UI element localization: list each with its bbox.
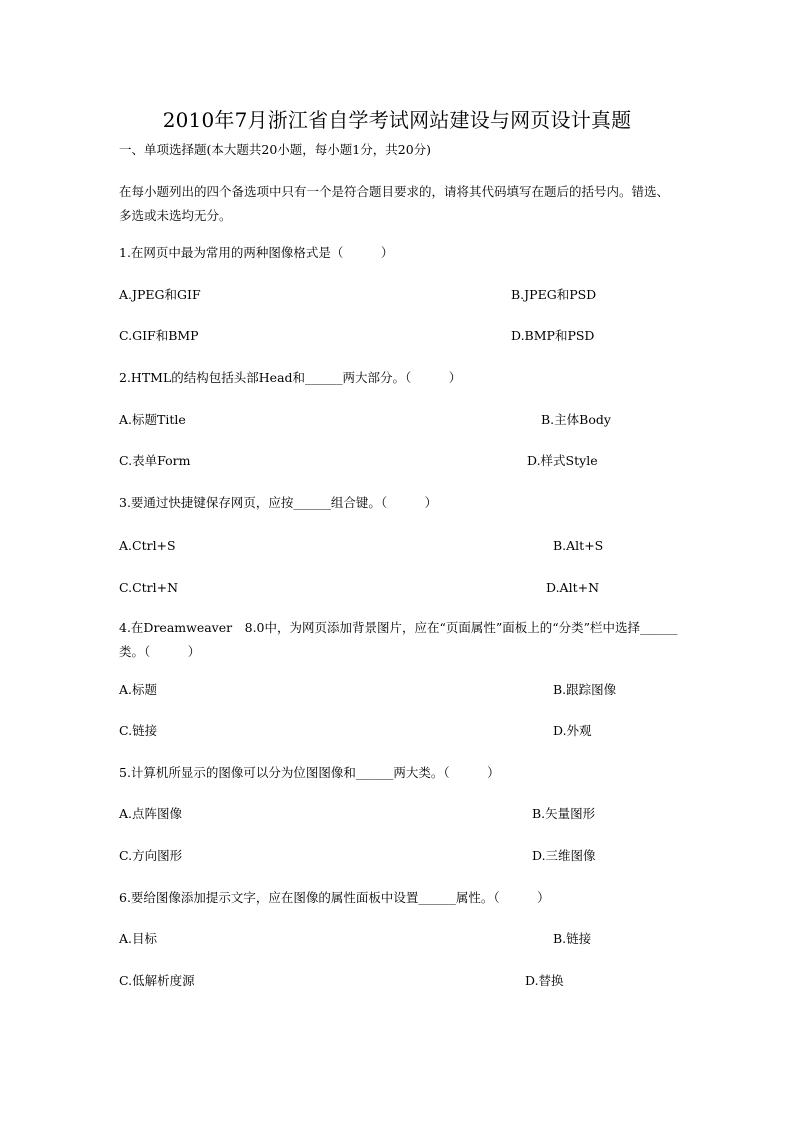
- option-a: A.点阵图像: [119, 806, 183, 821]
- option-d: D.三维图像: [532, 848, 596, 863]
- option-a: A.标题: [119, 682, 158, 697]
- question-stem: 4.在Dreamweaver 8.0中，为网页添加背景图片，应在“页面属性”面板上的“分类”栏中选择______类。（ ）: [119, 620, 678, 659]
- option-c: C.低解析度源: [119, 973, 195, 988]
- option-c: C.表单Form: [119, 453, 191, 468]
- option-b: B.链接: [553, 931, 592, 946]
- question-stem: 5.计算机所显示的图像可以分为位图图像和______两大类。（ ）: [119, 765, 500, 780]
- option-d: D.替换: [525, 973, 564, 988]
- option-d: D.Alt+N: [546, 580, 600, 595]
- option-a: A.Ctrl+S: [119, 538, 176, 553]
- option-c: C.GIF和BMP: [119, 328, 199, 343]
- section-heading: 一、单项选择题(本大题共20小题，每小题1分，共20分): [119, 142, 432, 157]
- option-d: D.样式Style: [527, 453, 598, 468]
- question-stem: 2.HTML的结构包括头部Head和______两大部分。（ ）: [119, 370, 462, 385]
- option-b: B.Alt+S: [553, 538, 604, 553]
- option-a: A.标题Title: [119, 412, 186, 427]
- instruction-text: 在每小题列出的四个备选项中只有一个是符合题目要求的，请将其代码填写在题后的括号内。错选、多选或未选均无分。: [119, 184, 670, 223]
- option-d: D.外观: [553, 723, 592, 738]
- page-title: 2010年7月浙江省自学考试网站建设与网页设计真题: [162, 108, 632, 132]
- option-c: C.方向图形: [119, 848, 183, 863]
- question-stem: 6.要给图像添加提示文字，应在图像的属性面板中设置______属性。（ ）: [119, 890, 550, 905]
- option-d: D.BMP和PSD: [511, 328, 595, 343]
- option-a: A.JPEG和GIF: [119, 287, 201, 302]
- question-stem: 3.要通过快捷键保存网页，应按______组合键。（ ）: [119, 495, 438, 510]
- option-b: B.跟踪图像: [553, 682, 617, 697]
- option-c: C.Ctrl+N: [119, 580, 179, 595]
- option-a: A.目标: [119, 931, 158, 946]
- option-b: B.矢量图形: [532, 806, 596, 821]
- question-stem: 1.在网页中最为常用的两种图像格式是（ ）: [119, 245, 394, 260]
- option-c: C.链接: [119, 723, 158, 738]
- option-b: B.主体Body: [541, 412, 611, 427]
- option-b: B.JPEG和PSD: [511, 287, 597, 302]
